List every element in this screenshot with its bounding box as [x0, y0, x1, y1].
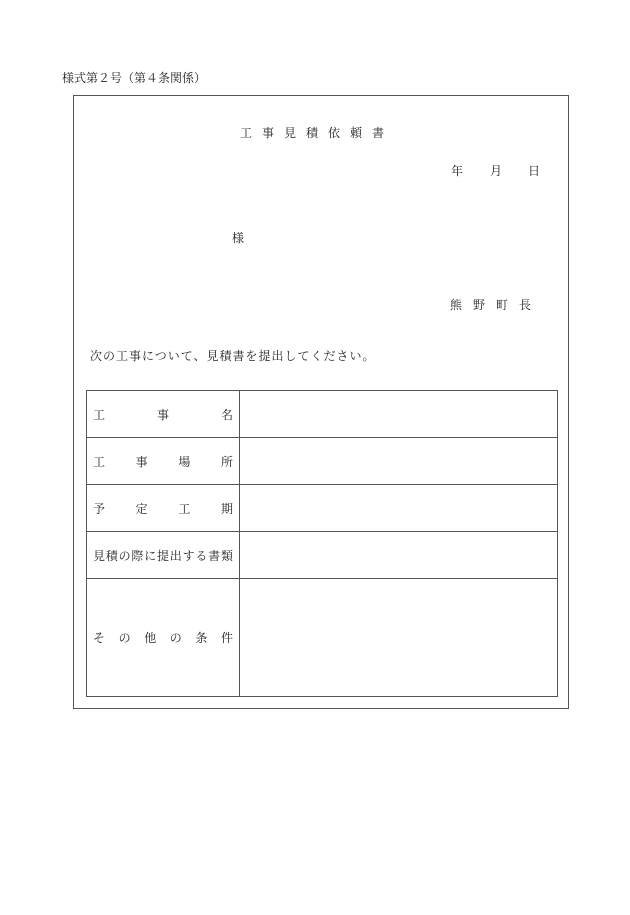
row-label: 工事名	[87, 391, 240, 438]
row-value[interactable]	[240, 579, 558, 697]
row-value[interactable]	[240, 438, 558, 485]
addressee-suffix: 様	[232, 231, 245, 245]
date-year: 年	[451, 164, 464, 178]
date-day: 日	[528, 164, 541, 178]
intro-text: 次の工事について、見積書を提出してください。	[90, 349, 376, 363]
row-value[interactable]	[240, 532, 558, 579]
form-number: 様式第２号（第４条関係）	[62, 71, 207, 85]
request-table	[86, 390, 558, 697]
table-row	[87, 391, 558, 438]
row-value[interactable]	[240, 391, 558, 438]
row-label: 工事場所	[87, 438, 240, 485]
date-month: 月	[490, 164, 503, 178]
sender: 熊野町長	[450, 298, 543, 312]
table-row	[87, 485, 558, 532]
row-label: 見積の際に提出する書類	[87, 532, 240, 579]
table-row	[87, 579, 558, 697]
row-label: 予定工期	[87, 485, 240, 532]
table-row	[87, 532, 558, 579]
table-row	[87, 438, 558, 485]
row-value[interactable]	[240, 485, 558, 532]
document-title: 工事見積依頼書	[240, 126, 395, 140]
row-label: その他の条件	[87, 579, 240, 697]
